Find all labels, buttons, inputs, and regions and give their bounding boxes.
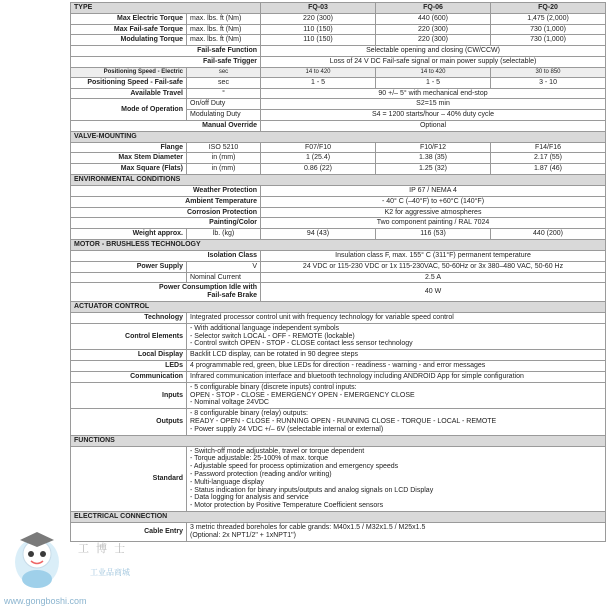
row-label: Painting/Color (71, 218, 261, 229)
mascot-logo (6, 522, 68, 592)
cell-value: 440 (200) (491, 229, 606, 240)
cell-value: 1.38 (35) (376, 153, 491, 164)
cell-value: Optional (261, 121, 606, 132)
list-item: - Selector switch LOCAL - OFF - REMOTE (lockable) (190, 333, 602, 341)
inputs-sub-line: OPEN - STOP - CLOSE - EMERGENCY OPEN - EMERGENCY CLOSE (190, 391, 415, 399)
row-unit: max. lbs. ft (Nm) (187, 35, 261, 46)
row-unit: in (mm) (187, 164, 261, 175)
functions-list (190, 448, 602, 511)
cell-value: 730 (1,000) (491, 35, 606, 46)
row-unit: sec (187, 67, 261, 77)
row-label-line: Power Consumption Idle with (159, 284, 258, 292)
row-label (71, 283, 261, 302)
cell-value: F10/F12 (376, 142, 491, 153)
empty-cell (71, 272, 187, 283)
row-unit: V (187, 261, 261, 272)
row-corrosion-protection (71, 207, 606, 218)
cell-value: Integrated processor control unit with frequency technology for variable speed control (187, 312, 606, 323)
inputs-list (190, 399, 602, 407)
row-label: Power Supply (71, 261, 187, 272)
cell-value: 110 (150) (261, 24, 376, 35)
row-label: Communication (71, 371, 187, 382)
row-flange (71, 142, 606, 153)
cell-value: Backlit LCD display, can be rotated in 90 degree steps (187, 350, 606, 361)
row-unit: Modulating Duty (187, 110, 261, 121)
row-communication (71, 371, 606, 382)
cell-value: 3 - 10 (491, 77, 606, 88)
row-isolation-class (71, 250, 606, 261)
row-modulating-torque (71, 35, 606, 46)
list-item: - Nominal voltage 24VDC (190, 399, 602, 407)
row-label: Flange (71, 142, 187, 153)
watermark-chinese-sub: 工业品商城 (90, 568, 130, 577)
cell-value: K2 for aggressive atmospheres (261, 207, 606, 218)
row-unit: sec (187, 77, 261, 88)
row-weight (71, 229, 606, 240)
cell-value: 1 - 5 (376, 77, 491, 88)
cell-value: 1 - 5 (261, 77, 376, 88)
list-item: - Torque adjustable: 25-100% of max. torque (190, 455, 602, 463)
cell-value: Infrared communication interface and bluetooth technology including ANDROID App for simple configuration (187, 371, 606, 382)
row-unit: max. lbs. ft (Nm) (187, 13, 261, 24)
spec-table (70, 2, 606, 542)
cell-value (187, 446, 606, 512)
outputs-list (190, 410, 602, 418)
section-title: VALVE-MOUNTING (71, 131, 606, 142)
cell-value: 440 (600) (376, 13, 491, 24)
row-available-travel (71, 88, 606, 99)
cell-value: 730 (1,000) (491, 24, 606, 35)
row-power-supply (71, 261, 606, 272)
cell-value: 1.25 (32) (376, 164, 491, 175)
row-label: Modulating Torque (71, 35, 187, 46)
section-environmental (71, 175, 606, 186)
list-item: - 5 configurable binary (discrete inputs) control inputs: (190, 384, 602, 392)
row-label: Max Electric Torque (71, 13, 187, 24)
row-power-idle (71, 283, 606, 302)
cell-value (187, 382, 606, 408)
section-actuator-control (71, 302, 606, 313)
list-item: - Multi-language display (190, 479, 602, 487)
section-valve-mounting (71, 131, 606, 142)
cell-value (187, 323, 606, 349)
row-label: Fail-safe Function (71, 46, 261, 57)
row-label: Max Stem Diameter (71, 153, 187, 164)
row-label: Isolation Class (71, 250, 261, 261)
section-title: ELECTRICAL CONNECTION (71, 512, 606, 523)
row-stem-diameter (71, 153, 606, 164)
row-label: Max Fail-safe Torque (71, 24, 187, 35)
section-title: ENVIRONMENTAL CONDITIONS (71, 175, 606, 186)
cable-line: 3 metric threaded boreholes for cable grands: M40x1.5 / M32x1.5 / M25x1.5 (190, 523, 426, 531)
list-item: - Adjustable speed for process optimization and emergency speeds (190, 463, 602, 471)
cell-value: 110 (150) (261, 35, 376, 46)
row-label: Inputs (71, 382, 187, 408)
cell-value: 4 programmable red, green, blue LEDs for direction - readiness - warning - and error messages (187, 361, 606, 372)
cell-value: 220 (300) (261, 13, 376, 24)
row-speed-failsafe (71, 77, 606, 88)
cell-value: Two component painting / RAL 7024 (261, 218, 606, 229)
row-unit: lb. (kg) (187, 229, 261, 240)
row-functions-standard (71, 446, 606, 512)
cell-value: Insulation class F, max. 155° C (311°F) permanent temperature (261, 250, 606, 261)
list-item: - Switch-off mode adjustable, travel or torque dependent (190, 448, 602, 456)
row-label: Manual Override (71, 121, 261, 132)
cell-value: F14/F16 (491, 142, 606, 153)
row-label: Ambient Temperature (71, 196, 261, 207)
cell-value: IP 67 / NEMA 4 (261, 185, 606, 196)
outputs-sub-line: READY - OPEN - CLOSE - RUNNING OPEN - RUNNING CLOSE - TORQUE - LOCAL - REMOTE (190, 418, 497, 426)
row-failsafe-function (71, 46, 606, 57)
row-square-flats (71, 164, 606, 175)
cell-value: F07/F10 (261, 142, 376, 153)
model-fq20: FQ-20 (491, 3, 606, 14)
model-fq06: FQ-06 (376, 3, 491, 14)
list-item: - Password protection (reading and/or writing) (190, 471, 602, 479)
type-header-row (71, 3, 606, 14)
list-item: - 8 configurable binary (relay) outputs: (190, 410, 602, 418)
row-label: Available Travel (71, 88, 187, 99)
row-label: Positioning Speed - Fail-safe (71, 77, 187, 88)
cell-value: 220 (300) (376, 24, 491, 35)
row-manual-override (71, 121, 606, 132)
row-label: Technology (71, 312, 187, 323)
control-elements-list (190, 325, 602, 348)
section-electrical (71, 512, 606, 523)
row-label: Weather Protection (71, 185, 261, 196)
cell-value: 40 W (261, 283, 606, 302)
row-unit: ° (187, 88, 261, 99)
cell-value: 220 (300) (376, 35, 491, 46)
cell-value: 24 VDC or 115-230 VDC or 1x 115-230VAC, 50-60Hz or 3x 380–480 VAC, 50-60 Hz (261, 261, 606, 272)
row-label: Control Elements (71, 323, 187, 349)
row-label: Standard (71, 446, 187, 512)
row-unit: in (mm) (187, 153, 261, 164)
row-unit: ISO 5210 (187, 142, 261, 153)
row-ambient-temperature (71, 196, 606, 207)
cell-value: - 40° C (–40°F) to +60°C (140°F) (261, 196, 606, 207)
section-functions (71, 435, 606, 446)
list-item: - Power supply 24 VDC +/– 6V (selectable internal or external) (190, 426, 602, 434)
row-weather-protection (71, 185, 606, 196)
section-title: FUNCTIONS (71, 435, 606, 446)
cell-value: 0.86 (22) (261, 164, 376, 175)
row-leds (71, 361, 606, 372)
list-item: - Motor protection by Positive Temperature Coefficient sensors (190, 502, 602, 510)
cell-value: 94 (43) (261, 229, 376, 240)
row-unit: max. lbs. ft (Nm) (187, 24, 261, 35)
row-local-display (71, 350, 606, 361)
cable-line: (Optional: 2x NPT1/2" + 1xNPT1") (190, 531, 296, 539)
cell-value: 116 (53) (376, 229, 491, 240)
row-unit: On/off Duty (187, 99, 261, 110)
row-label: Local Display (71, 350, 187, 361)
cell-value: 30 to 850 (491, 67, 606, 77)
cell-value (187, 522, 606, 541)
row-inputs (71, 382, 606, 408)
cell-value: 14 to 420 (376, 67, 491, 77)
inputs-list (190, 384, 602, 392)
row-painting-color (71, 218, 606, 229)
row-mode-onoff (71, 99, 606, 110)
cell-value: 1,475 (2,000) (491, 13, 606, 24)
cell-value: 2.17 (55) (491, 153, 606, 164)
cell-value: S4 = 1200 starts/hour – 40% duty cycle (261, 110, 606, 121)
cell-value: 1.87 (46) (491, 164, 606, 175)
cell-value: 2.5 A (261, 272, 606, 283)
row-failsafe-trigger (71, 57, 606, 68)
list-item: - With additional language independent symbols (190, 325, 602, 333)
section-motor (71, 240, 606, 251)
watermark-url: www.gongboshi.com (4, 596, 87, 606)
section-title: ACTUATOR CONTROL (71, 302, 606, 313)
row-speed-electric (71, 67, 606, 77)
row-max-failsafe-torque (71, 24, 606, 35)
cell-value: Loss of 24 V DC Fail-safe signal or main power supply (selectable) (261, 57, 606, 68)
row-technology (71, 312, 606, 323)
outputs-list (190, 426, 602, 434)
row-label: Fail-safe Trigger (71, 57, 261, 68)
row-outputs (71, 409, 606, 435)
row-label: Nominal Current (187, 272, 261, 283)
row-label: Positioning Speed - Electric (71, 67, 187, 77)
row-label-line: Fail-safe Brake (207, 292, 258, 300)
row-cable-entry (71, 522, 606, 541)
cell-value: 1 (25.4) (261, 153, 376, 164)
cell-value: 90 +/– 5° with mechanical end-stop (261, 88, 606, 99)
row-label: Weight approx. (71, 229, 187, 240)
row-max-electric-torque (71, 13, 606, 24)
row-label: Outputs (71, 409, 187, 435)
row-label: Cable Entry (71, 522, 187, 541)
model-fq03: FQ-03 (261, 3, 376, 14)
list-item: - Data logging for analysis and service (190, 494, 602, 502)
row-label: Max Square (Flats) (71, 164, 187, 175)
watermark-chinese: 工 博 士 (78, 543, 128, 555)
cell-value (187, 409, 606, 435)
section-title: MOTOR - BRUSHLESS TECHNOLOGY (71, 240, 606, 251)
row-control-elements (71, 323, 606, 349)
row-label: Corrosion Protection (71, 207, 261, 218)
spec-sheet (70, 2, 605, 542)
cell-value: 14 to 420 (261, 67, 376, 77)
row-label: LEDs (71, 361, 187, 372)
row-nominal-current (71, 272, 606, 283)
row-label: Mode of Operation (71, 99, 187, 121)
list-item: - Control switch OPEN - STOP - CLOSE contact less sensor technology (190, 340, 602, 348)
cell-value: Selectable opening and closing (CW/CCW) (261, 46, 606, 57)
type-label: TYPE (71, 3, 261, 14)
cell-value: S2=15 min (261, 99, 606, 110)
list-item: - Status indication for binary inputs/outputs and analog signals on LCD Display (190, 487, 602, 495)
